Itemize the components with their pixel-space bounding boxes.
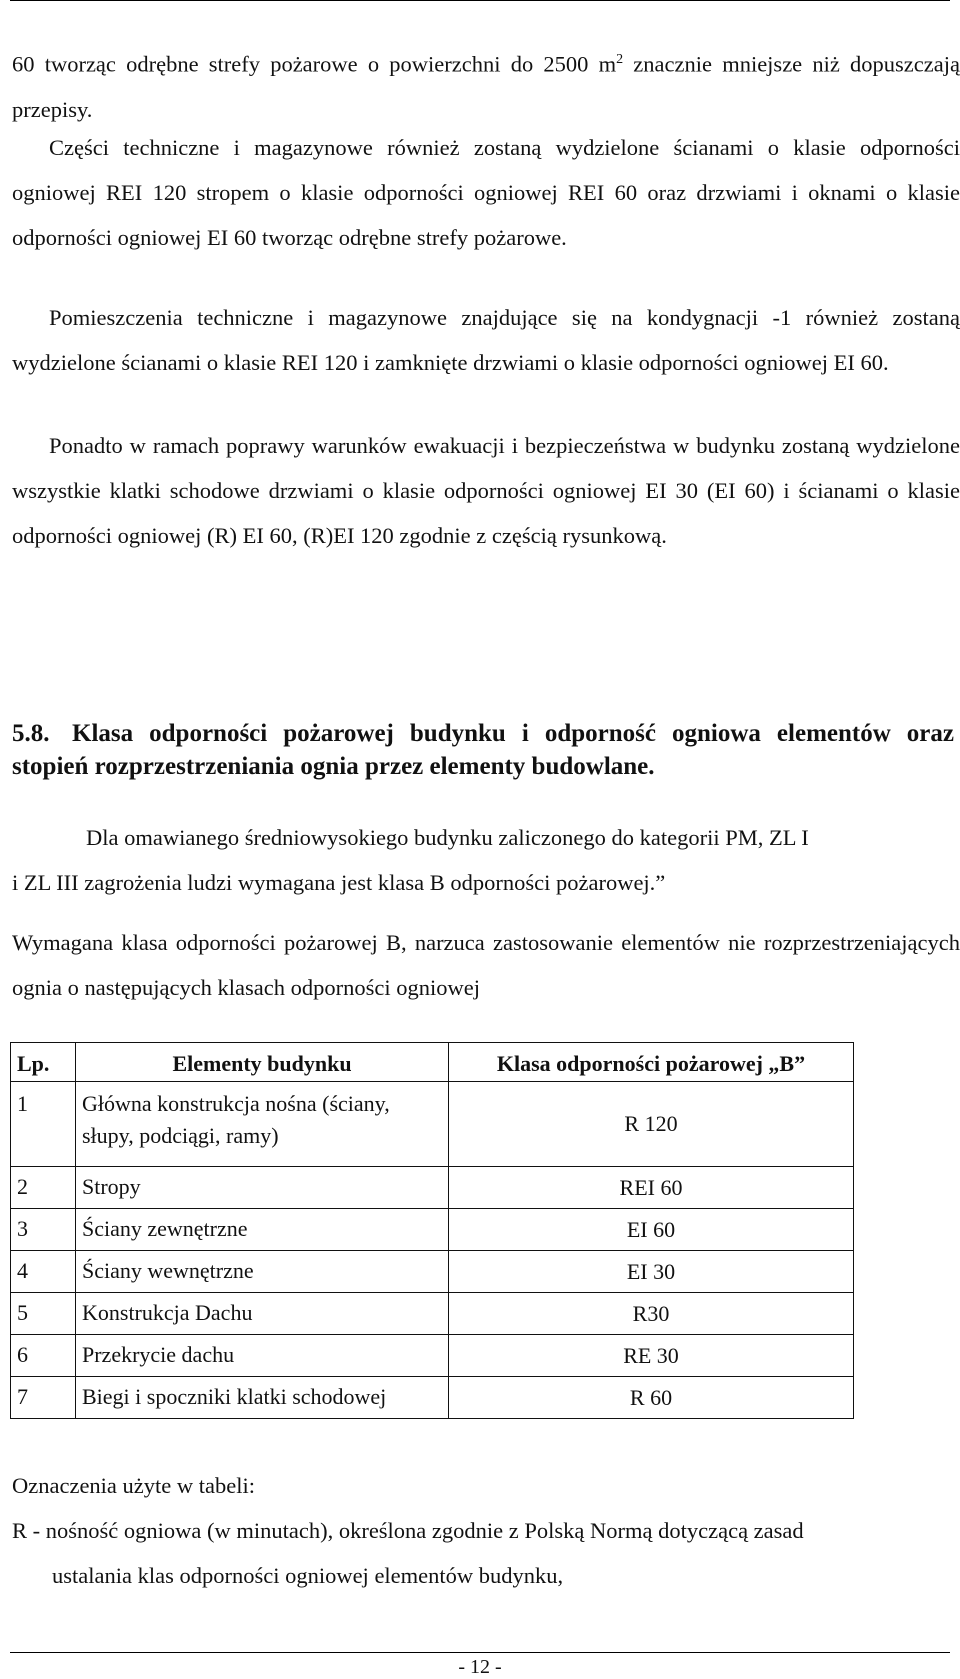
table-header-row [11,1043,854,1082]
fire-resistance-table [10,1042,854,1419]
row-lp: 3 [11,1209,76,1251]
row-element: Ściany wewnętrzne [76,1251,449,1293]
row-class: EI 30 [449,1251,854,1293]
row-class: R 60 [449,1377,854,1419]
row-lp: 6 [11,1335,76,1377]
row-element: Biegi i spoczniki klatki schodowej [76,1377,449,1419]
row-lp: 7 [11,1377,76,1419]
row-element: Ściany zewnętrzne [76,1209,449,1251]
row-class: R 120 [449,1082,854,1167]
section-heading [12,717,954,783]
table-row [11,1251,854,1293]
row-element: Główna konstrukcja nośna (ściany, słupy, podciągi, ramy) [76,1082,449,1167]
header-class: Klasa odporności pożarowej „B” [449,1043,854,1082]
table-row [11,1082,854,1167]
section-text-line1: Dla omawianego średniowysokiego budynku zaliczonego do kategorii PM, ZL I [86,825,809,850]
row-class: REI 60 [449,1167,854,1209]
section-number: 5.8. [12,720,50,747]
row-lp: 5 [11,1293,76,1335]
paragraph-intro: 60 tworząc odrębne strefy pożarowe o powierzchni do 2500 $m^2$ znacznie mniejsze niż dopuszczają przepisy. [12,51,960,122]
row-lp: 4 [11,1251,76,1293]
row-element: Przekrycie dachu [76,1335,449,1377]
bottom-rule [10,1652,950,1653]
paragraph-technical-parts: Części techniczne i magazynowe również zostaną wydzielone ścianami o klasie odporności ogniowej REI 120 stropem o klasie odporności ogniowej REI 60 oraz drzwiami i oknami o klasie odporności ogniowej EI 60 tworząc odrębne strefy pożarowe. [12,135,960,250]
row-class: R30 [449,1293,854,1335]
row-element: Stropy [76,1167,449,1209]
legend-title: Oznaczenia użyte w tabeli: [12,1473,255,1498]
superscript: 2 [616,52,624,67]
row-class: RE 30 [449,1335,854,1377]
section-text-line2: i ZL III zagrożenia ludzi wymagana jest klasa B odporności pożarowej.” [12,870,666,895]
table-row [11,1377,854,1419]
table-row [11,1335,854,1377]
row-lp: 2 [11,1167,76,1209]
page-number: - 12 - [458,1656,502,1678]
table-row [11,1209,854,1251]
header-elements: Elementy budynku [76,1043,449,1082]
row-lp: 1 [11,1082,76,1167]
top-rule [10,0,950,1]
legend-r-line2: ustalania klas odporności ogniowej elementów budynku, [52,1563,564,1588]
table-row [11,1167,854,1209]
paragraph-technical-rooms: Pomieszczenia techniczne i magazynowe znajdujące się na kondygnacji -1 również zostaną wydzielone ścianami o klasie REI 120 i zamknięte drzwiami o klasie odporności ogniowej EI 60. [12,305,960,375]
legend-r-line1: R - nośność ogniowa (w minutach), określona zgodnie z Polską Normą dotyczącą zasad [12,1518,804,1543]
row-class: EI 60 [449,1209,854,1251]
table-row [11,1293,854,1335]
section-title: Klasa odporności pożarowej budynku i odporność ogniowa elementów oraz stopień rozprzestrzeniania ognia przez elementy budowlane. [12,720,954,780]
paragraph-requirements: Wymagana klasa odporności pożarowej B, narzuca zastosowanie elementów nie rozprzestrzeniających ognia o następujących klasach odporności ogniowej [12,930,960,1000]
paragraph-evacuation: Ponadto w ramach poprawy warunków ewakuacji i bezpieczeństwa w budynku zostaną wydzielone wszystkie klatki schodowe drzwiami o klasie odporności ogniowej EI 30 (EI 60) i ścianami o klasie odporności ogniowej (R) EI 60, (R)EI 120 zgodnie z częścią rysunkową. [12,433,960,548]
header-lp: Lp. [11,1043,76,1082]
row-element: Konstrukcja Dachu [76,1293,449,1335]
